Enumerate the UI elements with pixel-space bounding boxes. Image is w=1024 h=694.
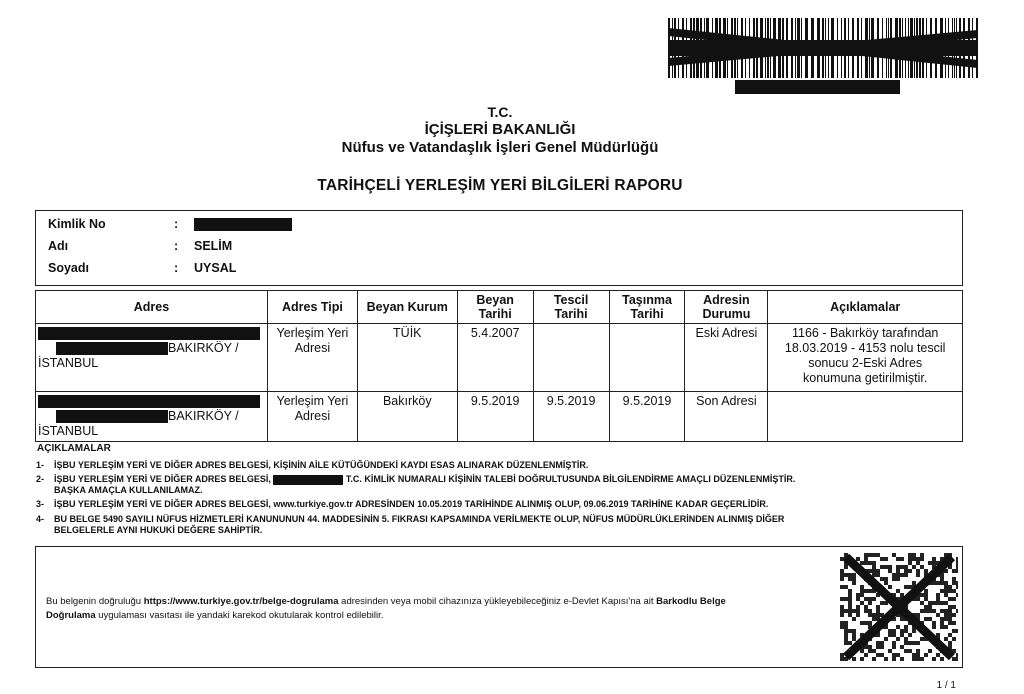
identity-box <box>35 210 963 286</box>
cell-adres-tipi: Yerleşim Yeri Adresi <box>267 324 357 392</box>
value-soyadi: UYSAL <box>194 261 237 275</box>
th-beyan-kurum: Beyan Kurum <box>357 291 457 324</box>
identity-row-soyadi <box>48 261 236 275</box>
cell-beyan-tarihi: 5.4.2007 <box>457 324 533 392</box>
cell-adresin-durumu: Son Adresi <box>685 392 768 442</box>
note-4: 4- BU BELGE 5490 SAYILI NÜFUS HİZMETLERİ KANUNUNUN 44. MADDESİNİN 5. FIKRASI KAPSAMINDA VERİLMEKTE OLUP, NÜFUS MÜDÜRLÜKLERİNDEN ALINMIŞ DİĞER BELGELERLE AYNI HUKUKİ DEĞERE SAHİPTİR. <box>36 514 785 535</box>
header-tc: T.C. <box>487 104 513 120</box>
notes-heading: AÇIKLAMALAR <box>37 443 111 454</box>
header-ministry: İÇİŞLERİ BAKANLIĞI <box>424 121 576 138</box>
barcode <box>668 18 978 78</box>
address-redaction <box>38 395 260 408</box>
label-kimlik-no: Kimlik No <box>48 217 106 231</box>
cell-aciklama: 1166 - Bakırköy tarafından 18.03.2019 - 4153 nolu tescil sonucu 2-Eski Adres konumuna getirilmiştir. <box>768 324 963 392</box>
kimlik-no-redaction <box>273 475 343 485</box>
th-tasinma-tarihi: Taşınma Tarihi <box>609 291 685 324</box>
th-tescil-tarihi: Tescil Tarihi <box>533 291 609 324</box>
cell-tescil-tarihi <box>533 324 609 392</box>
th-beyan-tarihi: Beyan Tarihi <box>457 291 533 324</box>
qr-code <box>840 553 958 661</box>
barcode-caption-redaction <box>735 80 900 94</box>
address-redaction <box>56 410 168 423</box>
cell-beyan-kurum: Bakırköy <box>357 392 457 442</box>
table-header-row <box>36 291 963 324</box>
verification-box <box>35 546 963 668</box>
label-soyadi: Soyadı <box>48 261 89 275</box>
identity-row-kimlik <box>48 217 292 231</box>
colon: : <box>174 217 179 231</box>
cell-beyan-tarihi: 9.5.2019 <box>457 392 533 442</box>
address-history-table <box>35 290 963 442</box>
kimlik-no-redaction <box>194 218 292 231</box>
note-1: 1- İŞBU YERLEŞİM YERİ VE DİĞER ADRES BELGESİ, KİŞİNİN AİLE KÜTÜĞÜNDEKİ KAYDI ESAS ALINARAK DÜZENLENMİŞTİR. <box>36 460 589 470</box>
note-2: 2- İŞBU YERLEŞİM YERİ VE DİĞER ADRES BELGESİ, T.C. KİMLİK NUMARALI KİŞİNİN TALEBİ DOĞRULTUSUNDA BİLGİLENDİRME AMAÇLI DÜZENLENMİŞTİR. BAŞKA AMAÇLA KULLANILAMAZ. <box>36 474 796 495</box>
cell-adres: BAKIRKÖY / İSTANBUL <box>36 324 268 392</box>
cell-beyan-kurum: TÜİK <box>357 324 457 392</box>
th-aciklamalar: Açıklamalar <box>768 291 963 324</box>
cell-tasinma-tarihi: 9.5.2019 <box>609 392 685 442</box>
report-title: TARİHÇELİ YERLEŞİM YERİ BİLGİLERİ RAPORU <box>317 177 683 194</box>
table-row <box>36 324 963 392</box>
header-directorate: Nüfus ve Vatandaşlık İşleri Genel Müdürlüğü <box>341 139 659 156</box>
th-adres: Adres <box>36 291 268 324</box>
label-adi: Adı <box>48 239 69 253</box>
address-redaction <box>38 327 260 340</box>
colon: : <box>174 261 179 275</box>
table-row <box>36 392 963 442</box>
cell-tescil-tarihi: 9.5.2019 <box>533 392 609 442</box>
th-adresin-durumu: Adresin Durumu <box>685 291 768 324</box>
address-redaction <box>56 342 168 355</box>
th-adres-tipi: Adres Tipi <box>267 291 357 324</box>
value-adi: SELİM <box>194 239 233 253</box>
verification-url: https://www.turkiye.gov.tr/belge-dogrulama <box>143 596 339 607</box>
verification-text: Bu belgenin doğruluğu https://www.turkiye.gov.tr/belge-dogrulama adresinden veya mobil cihazınıza yükleyebileceğiniz e-Devlet Kapısı'na ait Barkodlu Belge Doğrulama uygulaması vasıtası ile yandaki karekod okutularak kontrol edilebilir. <box>46 596 726 621</box>
cell-adres: BAKIRKÖY / İSTANBUL <box>36 392 268 442</box>
colon: : <box>174 239 179 253</box>
page-number: 1 / 1 <box>936 680 956 691</box>
note-3: 3- İŞBU YERLEŞİM YERİ VE DİĞER ADRES BELGESİ, www.turkiye.gov.tr ADRESİNDEN 10.05.2019 TARİHİNDE ALINMIŞ OLUP, 09.06.2019 TARİHİNE KADAR GEÇERLİDİR. <box>36 499 769 509</box>
cell-aciklama <box>768 392 963 442</box>
cell-tasinma-tarihi <box>609 324 685 392</box>
identity-row-adi <box>48 239 232 253</box>
cell-adres-tipi: Yerleşim Yeri Adresi <box>267 392 357 442</box>
cell-adresin-durumu: Eski Adresi <box>685 324 768 392</box>
